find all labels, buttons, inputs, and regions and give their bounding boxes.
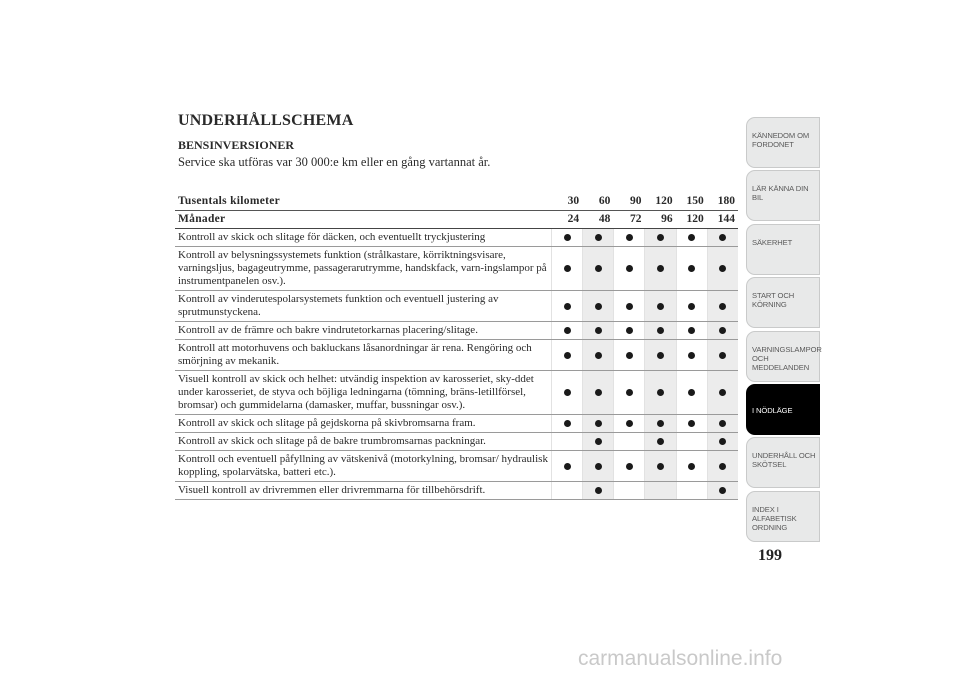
schedule-cell	[707, 247, 738, 290]
check-dot-icon	[688, 234, 695, 241]
chapter-tab[interactable]	[746, 384, 820, 435]
check-dot-icon	[564, 463, 571, 470]
schedule-cell	[582, 229, 613, 246]
schedule-cell	[613, 291, 644, 321]
check-dot-icon	[626, 303, 633, 310]
schedule-cell	[644, 340, 675, 370]
schedule-cell	[644, 451, 675, 481]
check-dot-icon	[688, 352, 695, 359]
check-dot-icon	[595, 303, 602, 310]
chapter-tab[interactable]	[746, 437, 820, 488]
schedule-cell	[613, 229, 644, 246]
watermark: carmanualsonline.info	[578, 647, 783, 670]
schedule-cell	[676, 291, 707, 321]
schedule-cell	[644, 433, 675, 450]
months-value: 144	[717, 213, 735, 225]
schedule-cell	[551, 322, 582, 339]
check-dot-icon	[719, 265, 726, 272]
km-value: 180	[717, 195, 735, 207]
check-dot-icon	[688, 327, 695, 334]
months-header-row	[175, 211, 738, 229]
schedule-cell	[613, 433, 644, 450]
check-dot-icon	[564, 303, 571, 310]
schedule-cell	[644, 371, 675, 414]
months-value: 48	[598, 213, 611, 225]
check-description: Kontroll av skick och slitage på de bakre trumbromsarnas packningar.	[178, 435, 486, 447]
check-dot-icon	[626, 234, 633, 241]
km-value: 120	[655, 195, 673, 207]
km-label: Tusentals kilometer	[178, 195, 281, 207]
check-description: Kontroll av de främre och bakre vindrutetorkarnas placering/slitage.	[178, 324, 478, 336]
check-dot-icon	[657, 352, 664, 359]
check-dot-icon	[564, 420, 571, 427]
chapter-tab-label: LÄR KÄNNA DIN BIL	[752, 184, 809, 203]
months-label: Månader	[178, 213, 226, 225]
schedule-cell	[676, 340, 707, 370]
check-dot-icon	[626, 352, 633, 359]
check-dot-icon	[657, 420, 664, 427]
check-dot-icon	[564, 352, 571, 359]
check-dot-icon	[564, 234, 571, 241]
check-dot-icon	[719, 303, 726, 310]
chapter-tab-label: I NÖDLÄGE	[752, 405, 793, 415]
check-dot-icon	[626, 463, 633, 470]
table-body	[175, 229, 738, 500]
check-dot-icon	[595, 234, 602, 241]
table-row	[175, 451, 738, 482]
chapter-tabs	[746, 117, 820, 544]
schedule-cell	[582, 415, 613, 432]
page-title: UNDERHÅLLSCHEMA	[178, 112, 354, 129]
chapter-tab-label: UNDERHÅLL OCH SKÖTSEL	[752, 451, 816, 470]
check-dot-icon	[719, 327, 726, 334]
schedule-cell	[676, 415, 707, 432]
schedule-cell	[707, 415, 738, 432]
check-dot-icon	[719, 420, 726, 427]
schedule-cell	[707, 229, 738, 246]
check-dot-icon	[595, 352, 602, 359]
check-dot-icon	[688, 463, 695, 470]
table-row	[175, 247, 738, 291]
check-dot-icon	[595, 487, 602, 494]
schedule-cell	[676, 371, 707, 414]
check-dot-icon	[719, 438, 726, 445]
chapter-tab-label: KÄNNEDOM OM FORDONET	[752, 131, 810, 149]
schedule-cell	[551, 482, 582, 499]
km-value: 150	[686, 195, 704, 207]
schedule-cell	[707, 371, 738, 414]
chapter-tab-label: SÄKERHET	[752, 237, 793, 247]
schedule-cell	[613, 371, 644, 414]
table-row	[175, 340, 738, 371]
check-dot-icon	[657, 438, 664, 445]
chapter-tab[interactable]	[746, 117, 820, 168]
schedule-cell	[707, 433, 738, 450]
check-dot-icon	[719, 463, 726, 470]
schedule-cell	[644, 229, 675, 246]
chapter-tab[interactable]	[746, 277, 820, 328]
schedule-cell	[676, 322, 707, 339]
schedule-cell	[644, 247, 675, 290]
schedule-cell	[551, 371, 582, 414]
check-dot-icon	[626, 327, 633, 334]
schedule-cell	[644, 322, 675, 339]
schedule-cell	[707, 340, 738, 370]
chapter-tab[interactable]	[746, 224, 820, 275]
months-value: 96	[661, 213, 673, 225]
schedule-cell	[676, 482, 707, 499]
schedule-cell	[613, 482, 644, 499]
table-row	[175, 433, 738, 451]
schedule-cell	[613, 322, 644, 339]
check-description: Kontroll och eventuell påfyllning av vätskenivå (motorkylning, bromsar/ hydraulisk koppling, spolarvätska, batteri etc.).	[178, 453, 548, 478]
chapter-tab-label: VARNINGSLAMPOR OCH MEDDELANDEN	[752, 344, 822, 372]
schedule-cell	[582, 247, 613, 290]
chapter-tab[interactable]	[746, 331, 820, 382]
section-subtitle: BENSINVERSIONER	[178, 138, 295, 152]
schedule-cell	[707, 482, 738, 499]
months-value: 24	[567, 213, 580, 225]
schedule-cell	[582, 451, 613, 481]
table-row	[175, 229, 738, 247]
table-row	[175, 322, 738, 340]
schedule-cell	[613, 247, 644, 290]
check-dot-icon	[595, 327, 602, 334]
check-dot-icon	[564, 265, 571, 272]
intro-text: Service ska utföras var 30 000:e km eller en gång vartannat år.	[178, 155, 491, 169]
check-dot-icon	[626, 389, 633, 396]
check-dot-icon	[564, 327, 571, 334]
schedule-cell	[551, 451, 582, 481]
check-description: Kontroll att motorhuvens och bakluckans låsanordningar är rena. Rengöring och smörjning av mekanik.	[178, 342, 532, 367]
schedule-cell	[644, 291, 675, 321]
schedule-cell	[551, 229, 582, 246]
table-row	[175, 415, 738, 433]
check-dot-icon	[626, 265, 633, 272]
schedule-cell	[551, 433, 582, 450]
check-dot-icon	[719, 352, 726, 359]
check-dot-icon	[595, 265, 602, 272]
schedule-cell	[582, 322, 613, 339]
schedule-cell	[551, 291, 582, 321]
check-dot-icon	[626, 420, 633, 427]
check-description: Kontroll av skick och slitage på gejdskorna på skivbromsarna fram.	[178, 417, 476, 429]
check-description: Kontroll av belysningssystemets funktion (strålkastare, körriktningsvisare, varningsljus, bagageutrymme, passagerarutrymme, handskfack, varn-ingslampor på instrumentpanelen osv.).	[178, 249, 547, 287]
schedule-cell	[613, 451, 644, 481]
chapter-tab-label: INDEX I ALFABETISK ORDNING	[752, 504, 797, 532]
chapter-tab[interactable]	[746, 170, 820, 221]
table-row	[175, 482, 738, 500]
table-row	[175, 371, 738, 415]
check-dot-icon	[719, 389, 726, 396]
schedule-cell	[707, 451, 738, 481]
km-value: 60	[598, 195, 611, 207]
km-value: 30	[567, 195, 580, 207]
page-number: 199	[758, 547, 782, 564]
check-description: Kontroll av vinderutespolarsystemets funktion och eventuell justering av sprutmunstyckena.	[178, 293, 499, 318]
schedule-cell	[582, 291, 613, 321]
check-dot-icon	[657, 389, 664, 396]
chapter-tab-label: START OCH KÖRNING	[752, 291, 795, 310]
check-dot-icon	[688, 420, 695, 427]
schedule-cell	[613, 415, 644, 432]
check-dot-icon	[688, 389, 695, 396]
schedule-cell	[676, 229, 707, 246]
schedule-cell	[551, 415, 582, 432]
months-value: 120	[686, 213, 704, 225]
check-description: Kontroll av skick och slitage för däcken, och eventuellt tryckjustering	[178, 231, 486, 243]
check-dot-icon	[688, 265, 695, 272]
km-value: 90	[629, 195, 642, 207]
schedule-cell	[707, 291, 738, 321]
schedule-cell	[676, 247, 707, 290]
check-dot-icon	[657, 327, 664, 334]
check-dot-icon	[595, 389, 602, 396]
schedule-cell	[644, 482, 675, 499]
schedule-cell	[551, 247, 582, 290]
check-dot-icon	[595, 438, 602, 445]
schedule-cell	[644, 415, 675, 432]
schedule-cell	[613, 340, 644, 370]
check-dot-icon	[564, 389, 571, 396]
schedule-cell	[582, 482, 613, 499]
schedule-cell	[676, 433, 707, 450]
schedule-cell	[582, 340, 613, 370]
check-dot-icon	[595, 420, 602, 427]
chapter-tab[interactable]	[746, 491, 820, 542]
schedule-cell	[582, 433, 613, 450]
check-dot-icon	[657, 303, 664, 310]
check-dot-icon	[595, 463, 602, 470]
schedule-cell	[676, 451, 707, 481]
check-dot-icon	[657, 463, 664, 470]
check-dot-icon	[719, 234, 726, 241]
check-dot-icon	[688, 303, 695, 310]
schedule-cell	[707, 322, 738, 339]
table-row	[175, 291, 738, 322]
check-dot-icon	[657, 234, 664, 241]
maintenance-table	[175, 193, 738, 500]
schedule-cell	[582, 371, 613, 414]
schedule-cell	[551, 340, 582, 370]
check-dot-icon	[719, 487, 726, 494]
check-description: Visuell kontroll av skick och helhet: utvändig inspektion av karosseriet, sky-ddet under karosseriet, de styva och böjliga ledningarna (tömning, bräns-letillförsel, bromsar) och gummidelarna (damasker, muffar, bussningar osv.).	[178, 373, 534, 411]
check-description: Visuell kontroll av drivremmen eller drivremmarna för tillbehörsdrift.	[178, 484, 486, 496]
check-dot-icon	[657, 265, 664, 272]
months-value: 72	[629, 213, 642, 225]
km-header-row	[175, 193, 738, 211]
